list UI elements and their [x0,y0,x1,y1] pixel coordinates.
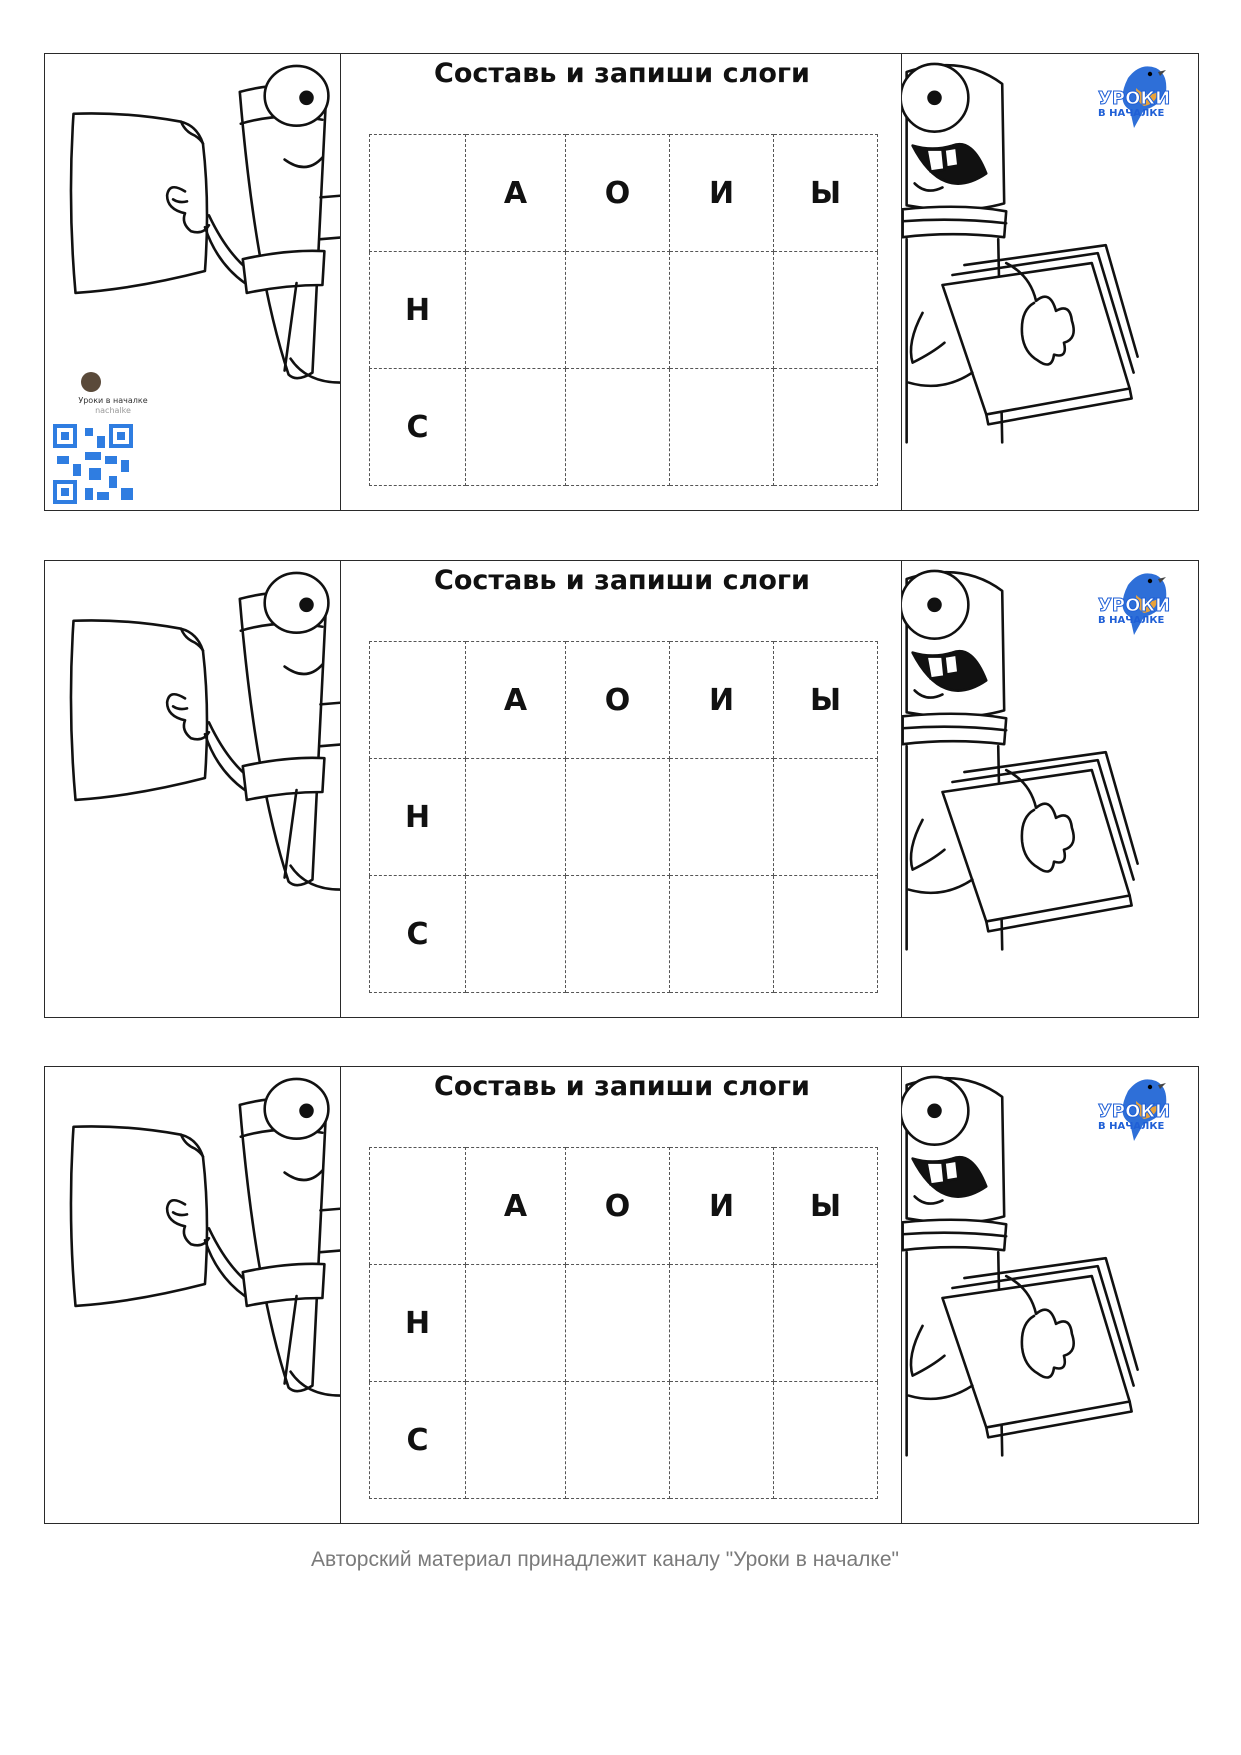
table-row [370,759,878,876]
syllable-answer-cell[interactable] [566,1265,670,1382]
corner-cell [370,135,466,252]
header-row [370,135,878,252]
pencil-character-illustration [45,1067,340,1523]
syllable-answer-cell[interactable] [670,876,774,993]
syllable-answer-cell[interactable] [466,1265,566,1382]
header-row [370,642,878,759]
syllable-answer-cell[interactable] [670,759,774,876]
syllable-table [369,134,878,486]
channel-logo [1094,1071,1188,1143]
corner-cell [370,642,466,759]
syllable-answer-cell[interactable] [466,759,566,876]
vowel-header-i: И [670,642,774,759]
qr-code-icon[interactable] [49,420,137,508]
left-divider [340,561,341,1017]
worksheet-card-1 [44,53,1199,511]
worksheet-card-2 [44,560,1199,1018]
logo-title: УРОКИ [1098,595,1171,616]
syllable-answer-cell[interactable] [774,876,878,993]
syllable-answer-cell[interactable] [774,369,878,486]
syllable-answer-cell[interactable] [566,1382,670,1499]
consonant-label-n: Н [370,1265,466,1382]
card-title: Составь и запиши слоги [434,58,810,89]
syllable-answer-cell[interactable] [466,369,566,486]
left-divider [340,54,341,510]
table-row [370,1265,878,1382]
consonant-label-s: С [370,369,466,486]
vowel-header-y: Ы [774,642,878,759]
table-row [370,1382,878,1499]
card-title: Составь и запиши слоги [434,1071,810,1102]
vowel-header-y: Ы [774,135,878,252]
channel-logo [1094,565,1188,637]
syllable-answer-cell[interactable] [774,1265,878,1382]
logo-title: УРОКИ [1098,88,1171,109]
table-row [370,369,878,486]
card-title: Составь и запиши слоги [434,565,810,596]
vowel-header-i: И [670,135,774,252]
copyright-footer: Авторский материал принадлежит каналу "Уроки в началке" [311,1548,899,1571]
logo-subtitle: В НАЧАЛКЕ [1098,108,1165,119]
syllable-answer-cell[interactable] [774,1382,878,1499]
vowel-header-i: И [670,1148,774,1265]
qr-caption-handle: nachalke [95,406,131,415]
table-row [370,876,878,993]
consonant-label-n: Н [370,252,466,369]
channel-avatar [81,372,101,392]
syllable-answer-cell[interactable] [670,1265,774,1382]
syllable-answer-cell[interactable] [670,252,774,369]
syllable-answer-cell[interactable] [466,1382,566,1499]
logo-subtitle: В НАЧАЛКЕ [1098,1121,1165,1132]
syllable-answer-cell[interactable] [566,369,670,486]
vowel-header-a: А [466,135,566,252]
vowel-header-a: А [466,642,566,759]
qr-caption-title: Уроки в началке [78,396,148,405]
syllable-answer-cell[interactable] [670,1382,774,1499]
header-row [370,1148,878,1265]
corner-cell [370,1148,466,1265]
worksheet-card-3 [44,1066,1199,1524]
syllable-answer-cell[interactable] [774,759,878,876]
syllable-answer-cell[interactable] [774,252,878,369]
table-row [370,252,878,369]
consonant-label-s: С [370,876,466,993]
syllable-table [369,1147,878,1499]
logo-subtitle: В НАЧАЛКЕ [1098,615,1165,626]
left-divider [340,1067,341,1523]
vowel-header-y: Ы [774,1148,878,1265]
syllable-table [369,641,878,993]
vowel-header-o: О [566,1148,670,1265]
syllable-answer-cell[interactable] [670,369,774,486]
consonant-label-n: Н [370,759,466,876]
channel-logo [1094,58,1188,130]
syllable-answer-cell[interactable] [566,252,670,369]
syllable-answer-cell[interactable] [566,876,670,993]
vowel-header-o: О [566,642,670,759]
pencil-character-illustration [45,561,340,1017]
syllable-answer-cell[interactable] [566,759,670,876]
logo-title: УРОКИ [1098,1101,1171,1122]
consonant-label-s: С [370,1382,466,1499]
syllable-answer-cell[interactable] [466,252,566,369]
vowel-header-a: А [466,1148,566,1265]
vowel-header-o: О [566,135,670,252]
syllable-answer-cell[interactable] [466,876,566,993]
